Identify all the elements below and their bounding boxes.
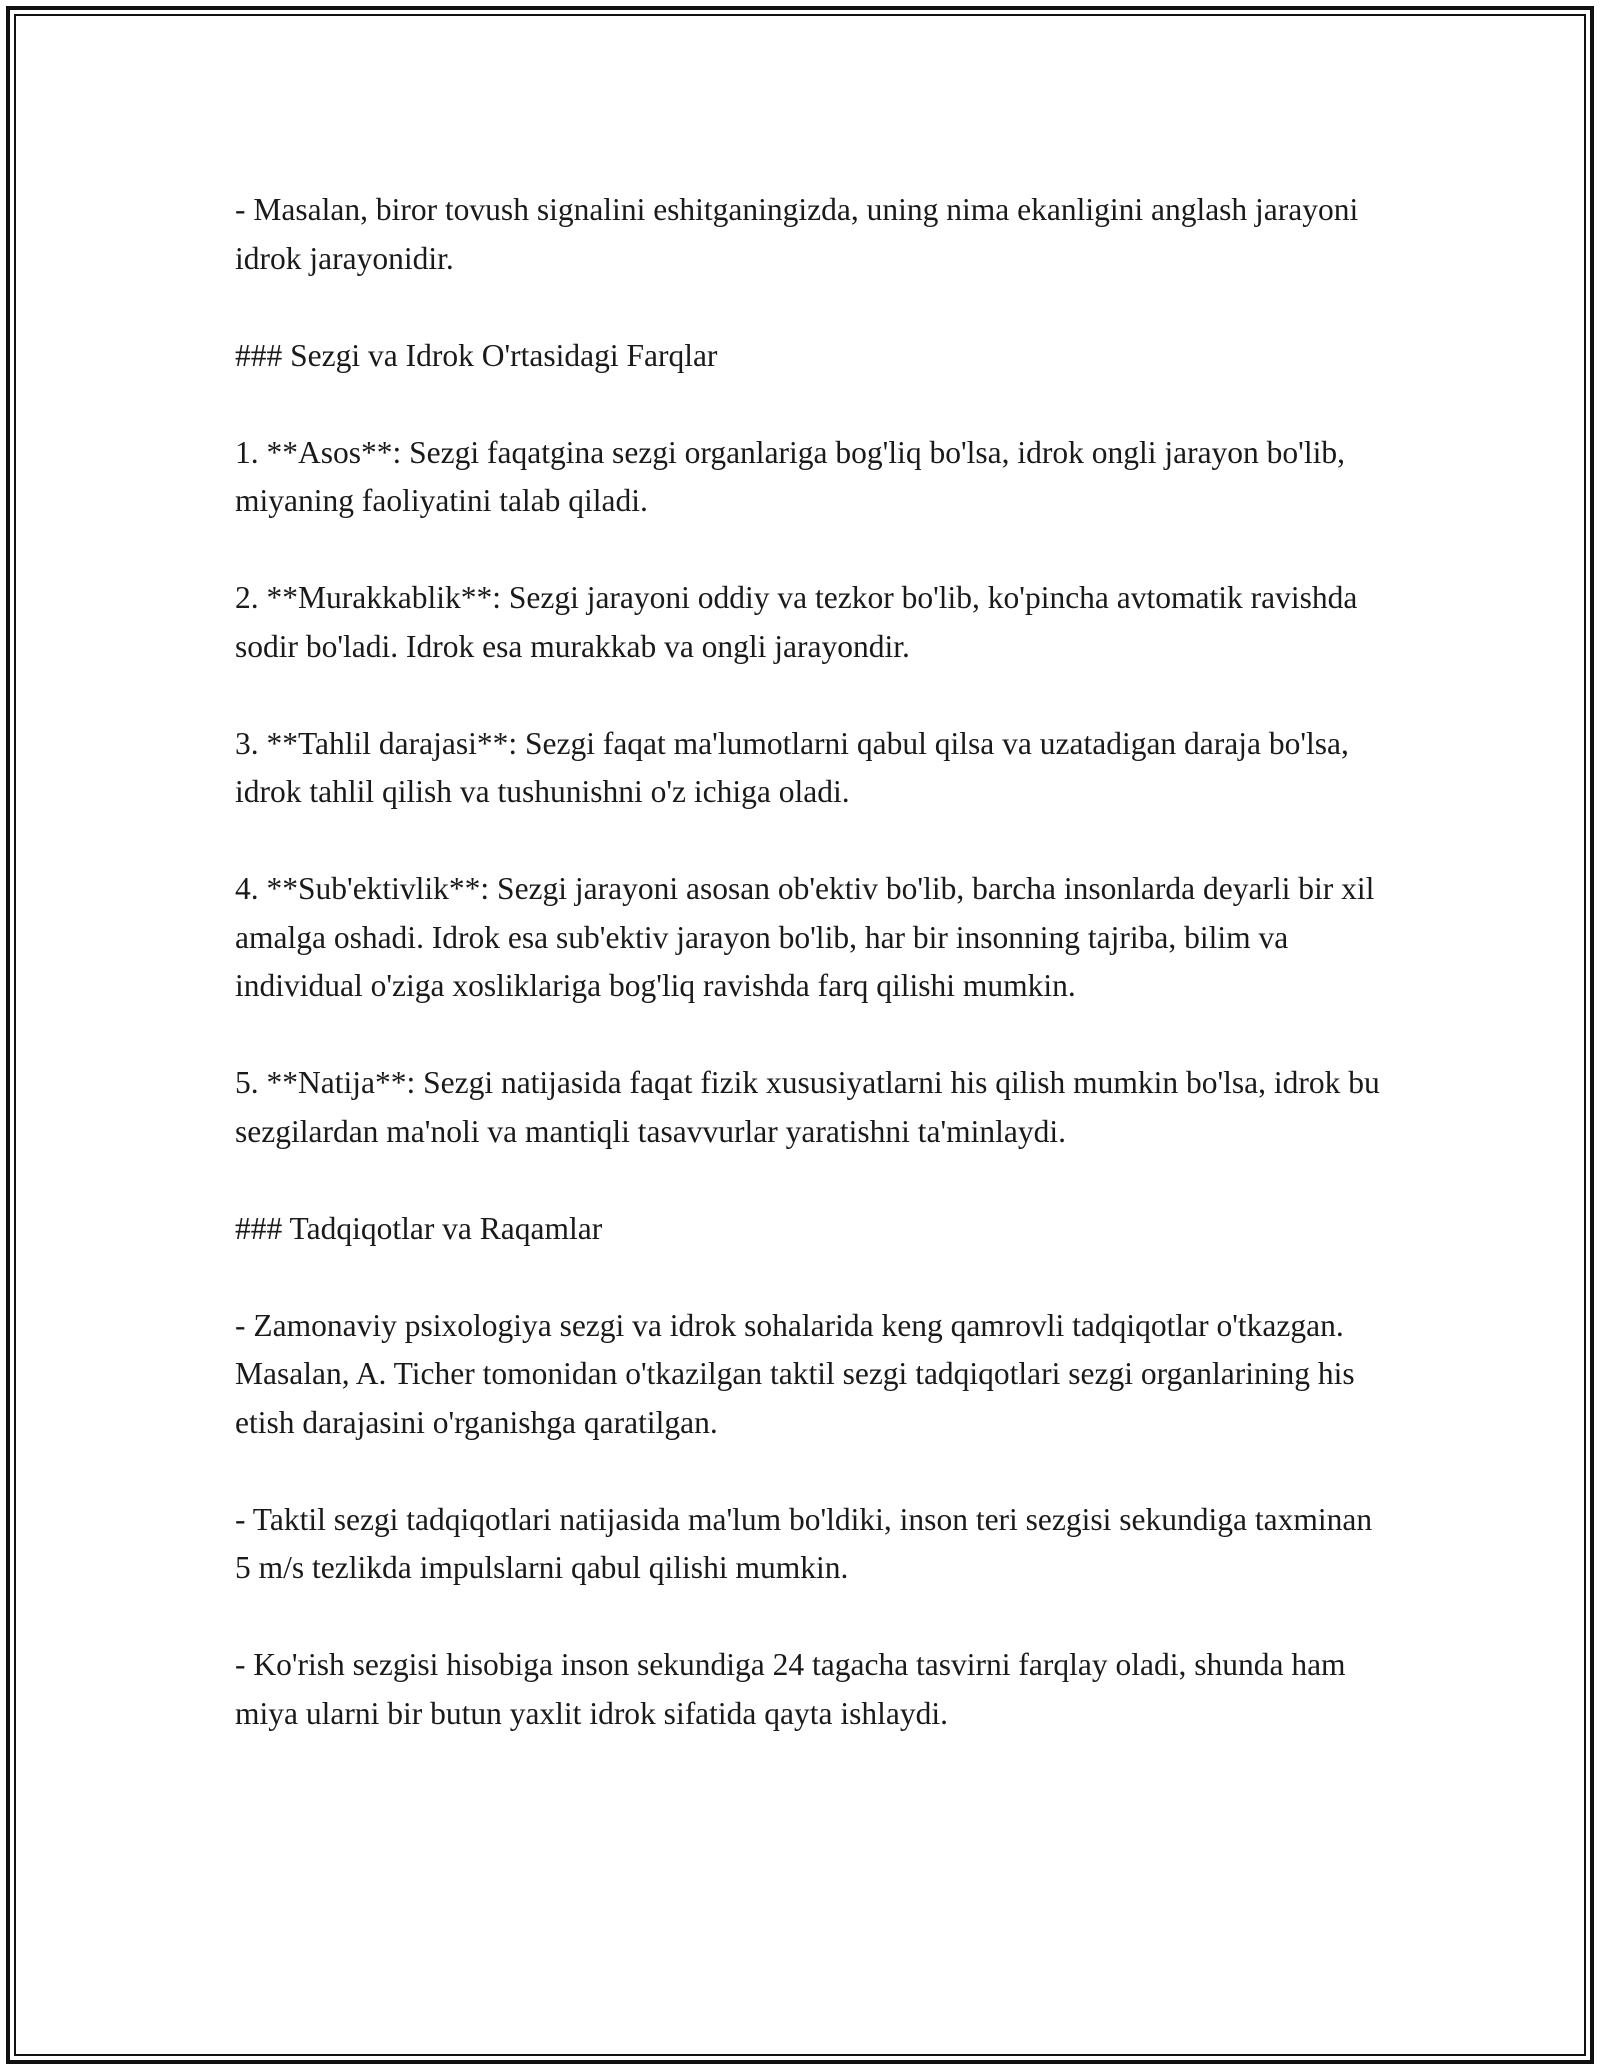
heading-differences: ### Sezgi va Idrok O'rtasidagi Farqlar — [235, 337, 718, 373]
heading-research: ### Tadqiqotlar va Raqamlar — [235, 1210, 603, 1246]
paragraph-vision: - Ko'rish sezgisi hisobiga inson sekundiga 24 tagacha tasvirni farqlay oladi, shunda ham miya ularni bir butun yaxlit idrok sifatida qayta ishlaydi. — [235, 1647, 1346, 1731]
document-body — [235, 186, 1385, 1738]
list-item-result: 5. **Natija**: Sezgi natijasida faqat fizik xususiyatlarni his qilish mumkin bo'lsa, idrok bu sezgilardan ma'noli va mantiqli tasavvurlar yaratishni ta'minlaydi. — [235, 1065, 1380, 1149]
list-item-basis: 1. **Asos**: Sezgi faqatgina sezgi organlariga bog'liq bo'lsa, idrok ongli jarayon bo'lib, miyaning faoliyatini talab qiladi. — [235, 434, 1345, 518]
list-item-analysis-level: 3. **Tahlil darajasi**: Sezgi faqat ma'lumotlarni qabul qilsa va uzatadigan daraja bo'lsa, idrok tahlil qilish va tushunishni o'z ichiga oladi. — [235, 725, 1349, 809]
paragraph-example-sound: - Masalan, biror tovush signalini eshitganingizda, uning nima ekanligini anglash jarayoni idrok jarayonidir. — [235, 192, 1359, 276]
paragraph-modern-psychology: - Zamonaviy psixologiya sezgi va idrok sohalarida keng qamrovli tadqiqotlar o'tkazgan. Masalan, A. Ticher tomonidan o'tkazilgan taktil sezgi tadqiqotlari sezgi organlarining his etish darajasini o'rganishga qaratilgan. — [235, 1307, 1355, 1440]
paragraph-tactile-research: - Taktil sezgi tadqiqotlari natijasida ma'lum bo'ldiki, inson teri sezgisi sekundiga taxminan 5 m/s tezlikda impulslarni qabul qilishi mumkin. — [235, 1501, 1373, 1585]
list-item-subjectivity: 4. **Sub'ektivlik**: Sezgi jarayoni asosan ob'ektiv bo'lib, barcha insonlarda deyarli bir xil amalga oshadi. Idrok esa sub'ektiv jarayon bo'lib, har bir insonning tajriba, bilim va individual o'ziga xosliklariga bog'liq ravishda farq qilishi mumkin. — [235, 871, 1375, 1003]
list-item-complexity: 2. **Murakkablik**: Sezgi jarayoni oddiy va tezkor bo'lib, ko'pincha avtomatik ravishda sodir bo'ladi. Idrok esa murakkab va ongli jarayondir. — [235, 580, 1358, 664]
